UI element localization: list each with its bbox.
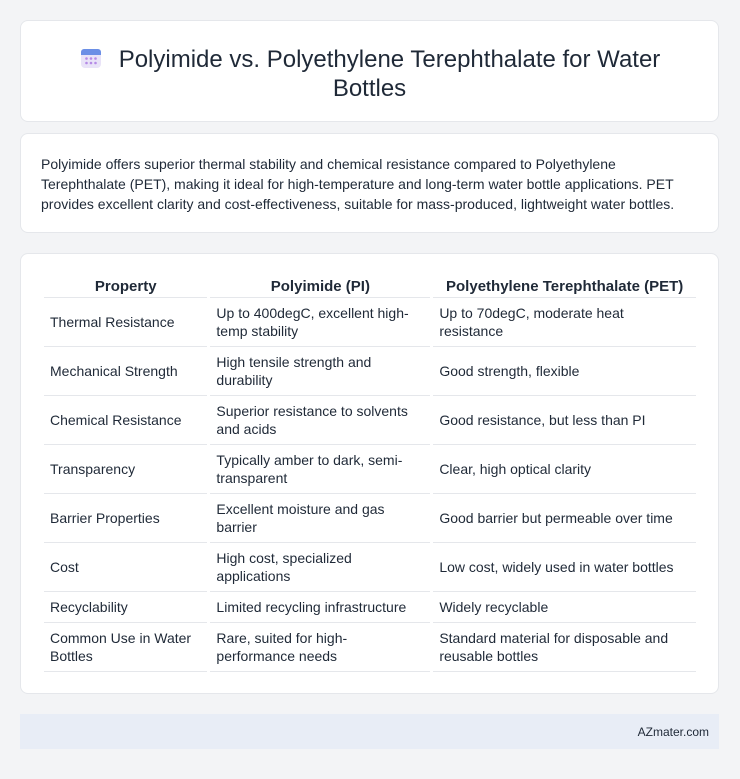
title-card: [20, 20, 719, 122]
property-cell: Transparency: [44, 445, 207, 494]
table-row: [44, 298, 696, 347]
polyimide-cell: High tensile strength and durability: [210, 347, 430, 396]
table-row: [44, 494, 696, 543]
pet-cell: Good strength, flexible: [433, 347, 696, 396]
table-header-row: [44, 274, 696, 298]
pet-cell: Clear, high optical clarity: [433, 445, 696, 494]
header-property: Property: [44, 274, 207, 298]
comparison-table: [41, 274, 699, 672]
pet-cell: Standard material for disposable and reusable bottles: [433, 623, 696, 672]
page-title: Polyimide vs. Polyethylene Terephthalate for Water Bottles: [118, 46, 661, 102]
table-row: [44, 592, 696, 623]
polyimide-cell: Excellent moisture and gas barrier: [210, 494, 430, 543]
property-cell: Barrier Properties: [44, 494, 207, 543]
table-row: [44, 347, 696, 396]
summary-card: [20, 133, 719, 233]
property-cell: Mechanical Strength: [44, 347, 207, 396]
polyimide-cell: Superior resistance to solvents and acids: [210, 396, 430, 445]
footer-brand: AZmater.com: [637, 725, 709, 739]
table-row: [44, 623, 696, 672]
pet-cell: Widely recyclable: [433, 592, 696, 623]
pet-cell: Good barrier but permeable over time: [433, 494, 696, 543]
property-cell: Thermal Resistance: [44, 298, 207, 347]
header-pet: Polyethylene Terephthalate (PET): [433, 274, 696, 298]
polyimide-cell: Limited recycling infrastructure: [210, 592, 430, 623]
property-cell: Common Use in Water Bottles: [44, 623, 207, 672]
comparison-card: [20, 253, 719, 694]
property-cell: Cost: [44, 543, 207, 592]
summary-text: Polyimide offers superior thermal stability and chemical resistance compared to Polyethylene Terephthalate (PET), making it ideal for high-temperature and long-term water bottle applications. PET provides excellent clarity and cost-effectiveness, suitable for mass-produced, lightweight water bottles.: [41, 156, 675, 212]
polyimide-cell: High cost, specialized applications: [210, 543, 430, 592]
header-polyimide: Polyimide (PI): [210, 274, 430, 298]
page-title-wrap: [21, 45, 718, 103]
pet-cell: Low cost, widely used in water bottles: [433, 543, 696, 592]
table-row: [44, 445, 696, 494]
polyimide-cell: Rare, suited for high-performance needs: [210, 623, 430, 672]
pet-cell: Up to 70degC, moderate heat resistance: [433, 298, 696, 347]
property-cell: Chemical Resistance: [44, 396, 207, 445]
calendar-icon: [79, 46, 103, 70]
polyimide-cell: Up to 400degC, excellent high-temp stability: [210, 298, 430, 347]
polyimide-cell: Typically amber to dark, semi-transparent: [210, 445, 430, 494]
table-row: [44, 396, 696, 445]
table-row: [44, 543, 696, 592]
pet-cell: Good resistance, but less than PI: [433, 396, 696, 445]
property-cell: Recyclability: [44, 592, 207, 623]
footer: [20, 714, 719, 749]
